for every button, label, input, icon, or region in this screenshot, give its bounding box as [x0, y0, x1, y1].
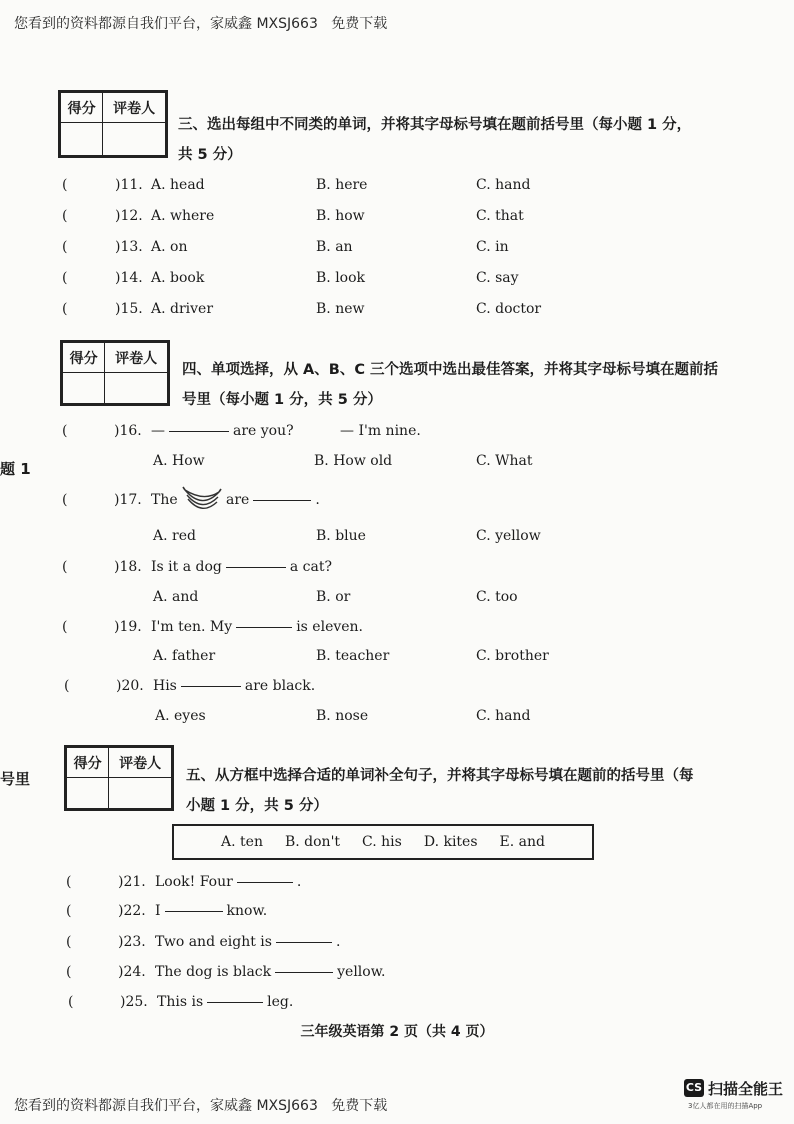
answer-blank	[181, 685, 241, 687]
section4-heading: 四、单项选择，从 A、B、C 三个选项中选出最佳答案，并将其字母标号填在题前括 号里（每小题 1 分，共 5 分）	[182, 362, 719, 408]
word-bank-item: A. ten	[221, 834, 263, 850]
option-a: A. father	[153, 648, 216, 664]
option-c: C. that	[476, 208, 524, 224]
score-label: 得分	[67, 748, 109, 778]
option-c: C. hand	[476, 177, 531, 193]
question-stem: This is leg.	[157, 994, 294, 1010]
option-c: C. yellow	[476, 528, 541, 544]
watermark-bottom: 您看到的资料都源自我们平台，家威鑫 MXSJ663 免费下载	[14, 1098, 388, 1114]
answer-blank	[226, 566, 286, 568]
word-bank	[172, 824, 594, 860]
question-stem: I'm ten. My is eleven.	[151, 619, 364, 635]
question-stem: Two and eight is .	[155, 934, 341, 950]
option-c: C. What	[476, 453, 533, 469]
option-b: B. an	[316, 239, 353, 255]
option-a: A. and	[153, 589, 199, 605]
question-stem: I know.	[155, 903, 268, 919]
edge-mark-1: 题 1	[0, 460, 31, 478]
reply-text: — I'm nine.	[340, 423, 421, 439]
score-box-section5	[64, 745, 174, 811]
camscanner-tagline: 3亿人都在用的扫描App	[688, 1102, 763, 1110]
option-c: C. too	[476, 589, 518, 605]
question-stem: The dog is black yellow.	[155, 964, 386, 980]
option-b: B. or	[316, 589, 351, 605]
edge-mark-2: 号里	[0, 770, 31, 788]
option-c: C. hand	[476, 708, 531, 724]
option-a: A. eyes	[155, 708, 206, 724]
question-stem: Look! Four .	[155, 874, 302, 890]
option-a: A. on	[151, 239, 188, 255]
question-stem: His are black.	[153, 678, 316, 694]
question-stem: are .	[226, 492, 320, 508]
answer-blank	[236, 626, 292, 628]
answer-blank	[207, 1001, 263, 1003]
grader-label: 评卷人	[103, 93, 166, 123]
watermark-top: 您看到的资料都源自我们平台，家威鑫 MXSJ663 免费下载	[14, 16, 388, 32]
option-b: B. blue	[316, 528, 366, 544]
question-stem: Is it a dog a cat?	[151, 559, 332, 575]
grader-label: 评卷人	[105, 343, 168, 373]
word-bank-item: E. and	[499, 834, 545, 850]
banana-icon	[182, 484, 222, 518]
option-c: C. brother	[476, 648, 549, 664]
camscanner-name: 扫描全能王	[708, 1080, 784, 1098]
option-a: A. book	[151, 270, 205, 286]
score-box-section4	[60, 340, 170, 406]
word-bank-item: D. kites	[423, 834, 478, 850]
camscanner-logo: CS	[684, 1079, 704, 1097]
option-b: B. How old	[314, 453, 393, 469]
option-a: A. red	[153, 528, 196, 544]
answer-blank	[253, 499, 311, 501]
word-bank-item: C. his	[362, 834, 402, 850]
option-c: C. doctor	[476, 301, 542, 317]
option-b: B. look	[316, 270, 366, 286]
option-a: A. How	[153, 453, 205, 469]
answer-blank	[169, 430, 229, 432]
option-c: C. say	[476, 270, 519, 286]
question-stem: — are you?	[151, 423, 294, 439]
word-bank-item: B. don't	[284, 834, 341, 850]
option-c: C. in	[476, 239, 509, 255]
option-b: B. teacher	[316, 648, 390, 664]
option-a: A. where	[151, 208, 215, 224]
score-label: 得分	[61, 93, 103, 123]
score-label: 得分	[63, 343, 105, 373]
option-a: A. head	[151, 177, 205, 193]
option-b: B. new	[316, 301, 365, 317]
option-a: A. driver	[151, 301, 214, 317]
score-box-section3	[58, 90, 168, 158]
grader-label: 评卷人	[109, 748, 172, 778]
answer-blank	[165, 910, 223, 912]
answer-blank	[276, 941, 332, 943]
answer-blank	[275, 971, 333, 973]
option-b: B. here	[316, 177, 368, 193]
page-footer: 三年级英语第 2 页（共 4 页）	[300, 1024, 494, 1040]
section3-heading: 三、选出每组中不同类的单词，并将其字母标号填在题前括号里（每小题 1 分， 共 5 分）	[178, 117, 692, 163]
option-b: B. nose	[316, 708, 369, 724]
answer-blank	[237, 881, 293, 883]
option-b: B. how	[316, 208, 365, 224]
section5-heading: 五、从方框中选择合适的单词补全句子，并将其字母标号填在题前的括号里（每 小题 1 分，共 5 分）	[186, 768, 694, 814]
